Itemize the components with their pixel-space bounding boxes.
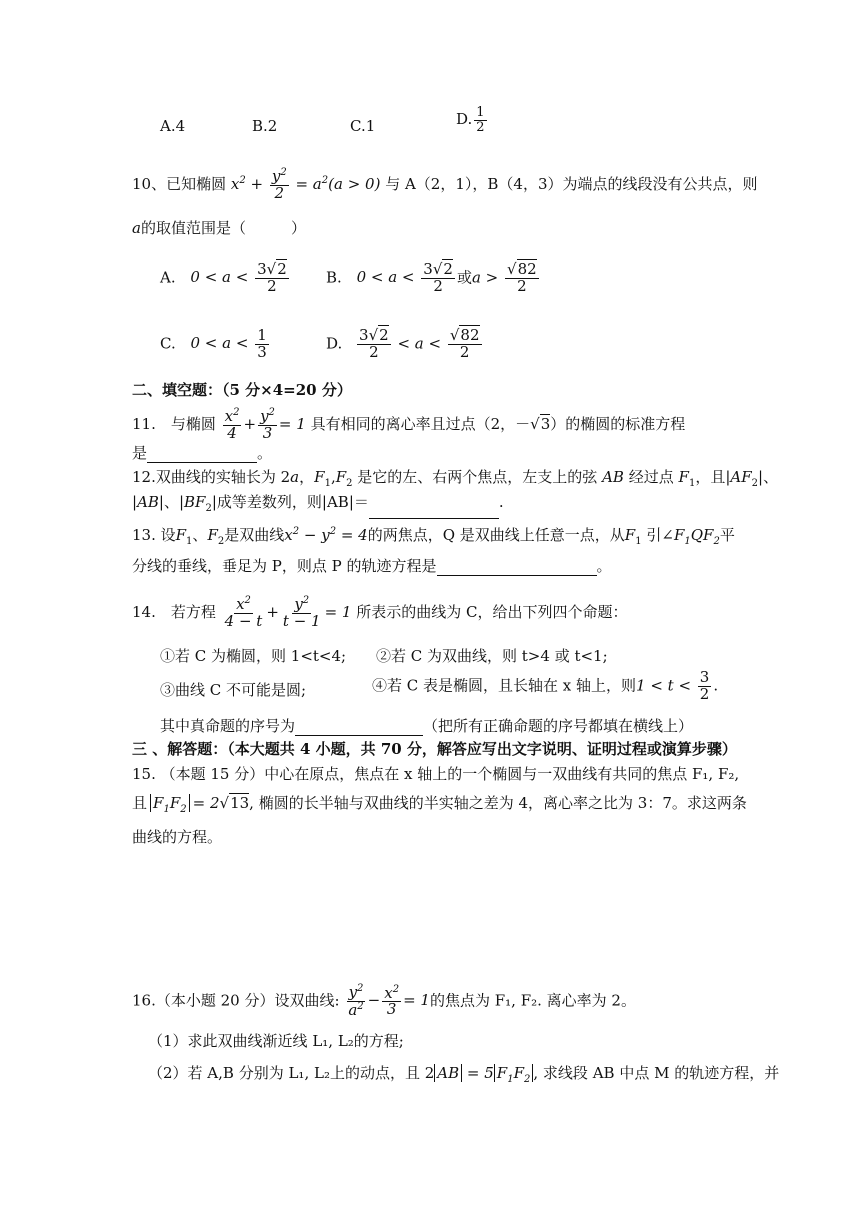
q10-option-d: D. $\frac{3√2}{2}$ < a < $\frac{√82}{2}$ — [326, 326, 480, 361]
q13-line1-start: 13. 设 — [132, 526, 176, 544]
q11-prefix: 11. 与椭圆 — [132, 414, 216, 433]
q11-mid: 具有相同的离心率且过点（2，－ — [310, 414, 531, 433]
q10-option-d-label: D. — [326, 334, 343, 353]
q10-option-a-label: A. — [160, 268, 176, 287]
q13-line2-end: 。 — [596, 557, 612, 575]
q14-line1: 14. 若方程 $\frac{x^2}{4 - t}$ + $\frac{y^2}{t - 1}$ = 1 所表示的曲线为 C，给出下列四个命题： — [132, 595, 628, 630]
q9-option-c: C.1 — [350, 117, 376, 135]
q12-line2-text: 成等差数列，则|AB|＝ — [216, 493, 369, 511]
q10-option-c: C. 0 < a < $\frac{1}{3}$ — [160, 326, 267, 361]
q12-line1-mid: 是它的左、右两个焦点，左支上的弦 — [357, 468, 598, 486]
q13-line1: 13. 设$F_1$、$F_2$是双曲线$x^2 - y^2 = 4$的两焦点，Q 是双曲线上任意一点，从$F_1$ 引$\angle F_1QF_2$平 — [132, 526, 735, 547]
q13-line2 — [132, 556, 612, 576]
q9-option-b: B.2 — [252, 117, 278, 135]
q10-option-a: A. 0 < a < $\frac{3√2}{2}$ — [160, 260, 287, 295]
q14-prefix: 14. 若方程 — [132, 602, 216, 621]
q10-line2 — [132, 218, 306, 238]
var-a: a — [132, 219, 141, 237]
q11-line2 — [132, 443, 272, 463]
q12-line1: 12.双曲线的实轴长为 2a，$F_1,F_2$ 是它的左、右两个焦点，左支上的弦 AB 经过点 $F_1$，且$|AF_2|$、 — [132, 468, 779, 489]
q14-last-text: 其中真命题的序号为 — [160, 717, 296, 735]
q10-option-b-or: 或 — [456, 268, 472, 287]
q10-line2-text: 的取值范围是（ ） — [140, 219, 306, 237]
q10-prefix: 10、已知椭圆 — [132, 174, 227, 193]
q13-line2-text: 分线的垂线，垂足为 P，则点 P 的轨迹方程是 — [132, 557, 437, 575]
q10-line1 — [132, 168, 758, 202]
q13-draw: 引 — [646, 526, 662, 544]
q16-suffix: 的焦点为 F₁, F₂. 离心率为 2。 — [429, 991, 636, 1010]
q14-prop-1: ①若 C 为椭圆，则 1<t<4; — [160, 647, 347, 665]
q14-answer-blank[interactable] — [295, 719, 423, 736]
q11-line1: 11. 与椭圆 $\frac{x^2}{4}$ + $\frac{y^2}{3}$ = 1 具有相同的离心率且过点（2，－√3）的椭圆的标准方程 — [132, 407, 686, 442]
q13-line1-mid: 是双曲线 — [224, 526, 285, 544]
q12-line1-point: 经过点 — [628, 468, 674, 486]
q14-prop-4: ④若 C 表是椭圆，且长轴在 x 轴上，则1 < t < $\frac{3}{2}$ . — [372, 668, 719, 703]
q10-mid: 与 A（2，1），B（4，3）为端点的线段没有公共点，则 — [385, 174, 758, 193]
q12-answer-blank[interactable] — [369, 502, 499, 519]
q14-prop-2: ②若 C 为双曲线，则 t>4 或 t<1; — [376, 647, 608, 665]
q16-prefix: 16.（本小题 20 分）设双曲线: — [132, 991, 340, 1010]
q11-suffix: ）的椭圆的标准方程 — [550, 414, 686, 433]
q9-option-d-label: D. — [456, 110, 473, 129]
q13-line1-end: 平 — [719, 526, 735, 544]
q9-option-d — [456, 106, 489, 134]
q16-part-2-start: （2）若 A,B 分别为 L₁, L₂上的动点，且 2 — [148, 1064, 435, 1082]
q15-line1: 15. （本题 15 分）中心在原点，焦点在 x 轴上的一个椭圆与一双曲线有共同的焦点 F₁, F₂, — [132, 765, 740, 783]
q15-line2-text: , 椭圆的长半轴与双曲线的半实轴之差为 4，离心率之比为 3：7。求这两条 — [249, 794, 747, 812]
q10-option-b-label: B. — [326, 268, 342, 287]
section-fill-in-heading: 二、填空题：（5 分×4=20 分） — [132, 381, 352, 399]
q13-line1-mid2: 的两焦点，Q 是双曲线上任意一点，从 — [367, 526, 625, 544]
q15-line2: 且 $F_1F_2 = 2√13$, 椭圆的长半轴与双曲线的半实轴之差为 4，离心率之比为 3：7。求这两条 — [132, 794, 747, 815]
q12-comma: ， — [299, 468, 315, 486]
q14-last — [160, 716, 693, 736]
q13-sep: 、 — [192, 526, 208, 544]
fraction-one-half: $\frac{1}{2}$ — [476, 105, 485, 135]
q12-line2: |AB|、$|BF_2|$成等差数列，则|AB|＝ . — [132, 492, 504, 519]
q15-line2-start: 且 — [132, 794, 148, 812]
q9-option-a: A.4 — [160, 117, 186, 135]
q14-prop-3: ③曲线 C 不可能是圆; — [160, 681, 307, 699]
q16-line1: 16.（本小题 20 分）设双曲线: $\frac{y^2}{a^2}$ − $\frac{x^2}{3}$ = 1的焦点为 F₁, F₂. 离心率为 2。 — [132, 983, 636, 1019]
q16-part-2: （2）若 A,B 分别为 L₁, L₂上的动点，且 2 AB = 5 $F_1F_2$ , 求线段 AB 中点 M 的轨迹方程，并 — [148, 1064, 780, 1085]
q13-answer-blank[interactable] — [437, 559, 597, 576]
q10-option-c-label: C. — [160, 334, 176, 353]
section-solutions-heading: 三 、解答题：（本大题共 4 小题，共 70 分，解答应写出文字说明、证明过程或演算步骤） — [132, 740, 737, 758]
q11-line2-text: 是 — [132, 444, 148, 462]
q14-prop-4-text: ④若 C 表是椭圆，且长轴在 x 轴上，则 — [372, 676, 637, 695]
q11-answer-blank[interactable] — [147, 446, 257, 463]
q12-line1-text: 12.双曲线的实轴长为 2 — [132, 468, 291, 486]
q14-last-end: （把所有正确命题的序号都填在横线上） — [423, 717, 694, 735]
q10-ellipse-equation: $x^2$ + $\frac{y^2}{2}$ = $a^2(a > 0)$ — [230, 167, 381, 202]
q15-line3: 曲线的方程。 — [132, 828, 223, 846]
q10-option-b: B. 0 < a < $\frac{3√2}{2}$ 或a > $\frac{√82}{2}$ — [326, 260, 537, 295]
q16-part-2-text: , 求线段 AB 中点 M 的轨迹方程，并 — [533, 1064, 780, 1082]
q14-suffix: 所表示的曲线为 C，给出下列四个命题： — [356, 602, 628, 621]
q16-part-1: （1）求此双曲线渐近线 L₁, L₂的方程; — [148, 1032, 404, 1050]
q11-line2-end: 。 — [257, 444, 273, 462]
q12-line1-end: ，且| — [695, 468, 731, 486]
